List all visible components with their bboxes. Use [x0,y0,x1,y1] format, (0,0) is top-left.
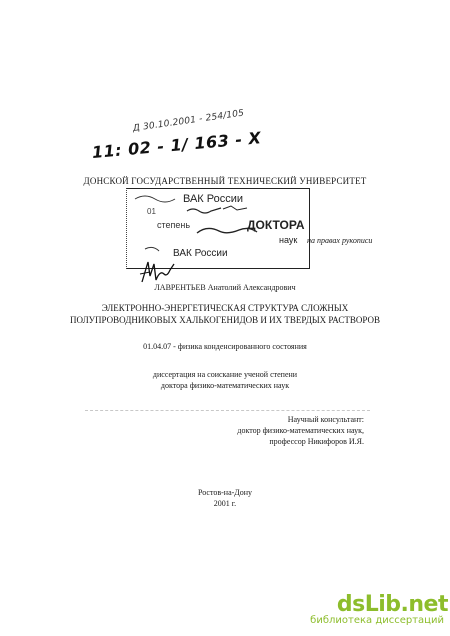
archive-stamp-code: Д 30.10.2001 - 254/105 [132,108,245,134]
dissertation-title-line1: ЭЛЕКТРОННО-ЭНЕРГЕТИЧЕСКАЯ СТРУКТУРА СЛОЖНЫХ [101,303,349,313]
supervisor-degree: доктор физико-математических наук, [237,426,364,435]
vak-stamp-line2: 01 [147,207,156,216]
manuscript-rights-note: на правах рукописи [307,236,373,245]
divider [85,410,370,411]
year: 2001 г. [213,499,237,508]
vak-stamp-line3: степень [157,220,191,230]
vak-stamp-line1: ВАК России [183,193,244,205]
dslib-logo [337,592,448,617]
handwritten-signature [138,256,178,286]
vak-stamp-degree: ДОКТОРА [247,218,305,232]
university-name: ДОНСКОЙ ГОСУДАРСТВЕННЫЙ ТЕХНИЧЕСКИЙ УНИВЕРСИТЕТ [83,176,367,186]
logo-main: dsLib [336,592,401,617]
supervisor-heading: Научный консультант: [287,415,364,424]
logo-tld: net [408,592,448,617]
vak-stamp-line5: ВАК России [173,248,228,259]
handwritten-registry-code: 11: 02 - 1/ 163 - Х [91,128,263,162]
dissertation-title-line2: ПОЛУПРОВОДНИКОВЫХ ХАЛЬКОГЕНИДОВ И ИХ ТВЕРДЫХ РАСТВОРОВ [70,315,380,325]
vak-stamp-nauk: наук [279,235,298,245]
supervisor-name: профессор Никифоров И.Я. [269,437,364,446]
degree-line1: диссертация на соискание ученой степени [152,370,298,379]
degree-line2: доктора физико-математических наук [160,381,290,390]
dslib-subtitle: библиотека диссертаций [310,615,444,626]
author-name: ЛАВРЕНТЬЕВ Анатолий Александрович [154,283,296,292]
dslib-watermark [288,592,448,626]
city: Ростов-на-Дону [197,488,253,497]
logo-dot: . [400,592,409,617]
specialty-code: 01.04.07 - физика конденсированного состояния [143,342,307,351]
